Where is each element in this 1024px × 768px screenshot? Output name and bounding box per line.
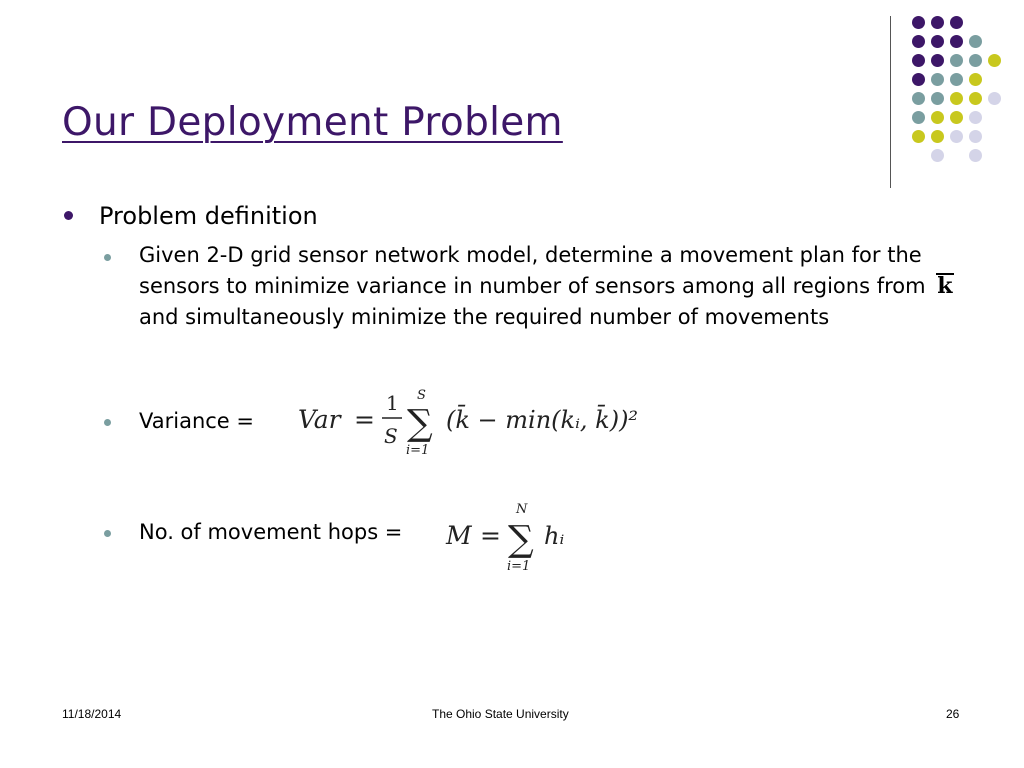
definition-text-part1: Given 2-D grid sensor network model, determine a movement plan for the sensors to minimize variance in number of sensors among all regions from [139, 243, 926, 298]
decor-dot [950, 111, 963, 124]
hops-sum-top: N [516, 502, 528, 517]
variance-fraction-den: S [384, 424, 398, 448]
decor-dot [912, 73, 925, 86]
svg-text:=: = [480, 521, 501, 550]
decor-dot [931, 54, 944, 67]
decor-dot [912, 16, 925, 29]
decor-dot [931, 16, 944, 29]
decor-dot [931, 73, 944, 86]
hops-body: hᵢ [544, 522, 565, 550]
decor-dot [988, 92, 1001, 105]
variance-fraction-num: 1 [386, 391, 399, 415]
hops-lhs: M [446, 521, 472, 550]
sub-bullet-marker [104, 530, 111, 537]
sub-bullet-marker [104, 254, 111, 261]
decor-dot [950, 35, 963, 48]
decor-dot [950, 92, 963, 105]
hops-formula [444, 496, 594, 578]
variance-sum-bottom: i=1 [406, 443, 430, 458]
bullet-marker [64, 211, 73, 220]
decor-dot [950, 16, 963, 29]
decor-dot [969, 111, 982, 124]
footer-page-number: 26 [946, 707, 960, 721]
variance-lhs: Var [298, 405, 341, 434]
svg-text:∑: ∑ [508, 519, 534, 560]
decor-dot [950, 54, 963, 67]
variance-sum-top: S [417, 388, 426, 403]
definition-text-part2: and simultaneously minimize the required number of movements [139, 305, 830, 329]
variance-body: (k̄ − min(kᵢ, k̄))² [446, 406, 639, 434]
sub-bullet-definition [139, 240, 979, 333]
decor-dot [969, 92, 982, 105]
variance-formula [296, 380, 646, 462]
decor-dot [912, 35, 925, 48]
decor-dot [969, 130, 982, 143]
decor-dot [931, 130, 944, 143]
decor-dot [931, 92, 944, 105]
decor-dot [969, 149, 982, 162]
svg-text:∑: ∑ [407, 403, 433, 444]
decor-dot [931, 111, 944, 124]
slide-title: Our Deployment Problem [62, 100, 563, 145]
sub-bullet-marker [104, 419, 111, 426]
decor-dot [912, 54, 925, 67]
decor-dot [931, 35, 944, 48]
footer-date: 11/18/2014 [62, 707, 122, 721]
k-bar-symbol: k [934, 271, 955, 302]
decor-dot [931, 149, 944, 162]
decor-dot [969, 35, 982, 48]
hops-sum-bottom: i=1 [507, 559, 531, 574]
svg-text:=: = [354, 405, 375, 434]
bullet-problem-definition: Problem definition [99, 202, 318, 230]
decor-dot [969, 54, 982, 67]
footer-institution: The Ohio State University [432, 707, 569, 721]
decor-dot [950, 130, 963, 143]
decor-dot [950, 73, 963, 86]
sub-bullet-hops-label: No. of movement hops = [139, 520, 403, 544]
decor-dot [912, 111, 925, 124]
decor-dot [988, 54, 1001, 67]
decor-dot [912, 92, 925, 105]
decorative-divider [890, 16, 891, 188]
sub-bullet-variance-label: Variance = [139, 409, 254, 433]
decor-dot [912, 130, 925, 143]
decor-dot [969, 73, 982, 86]
